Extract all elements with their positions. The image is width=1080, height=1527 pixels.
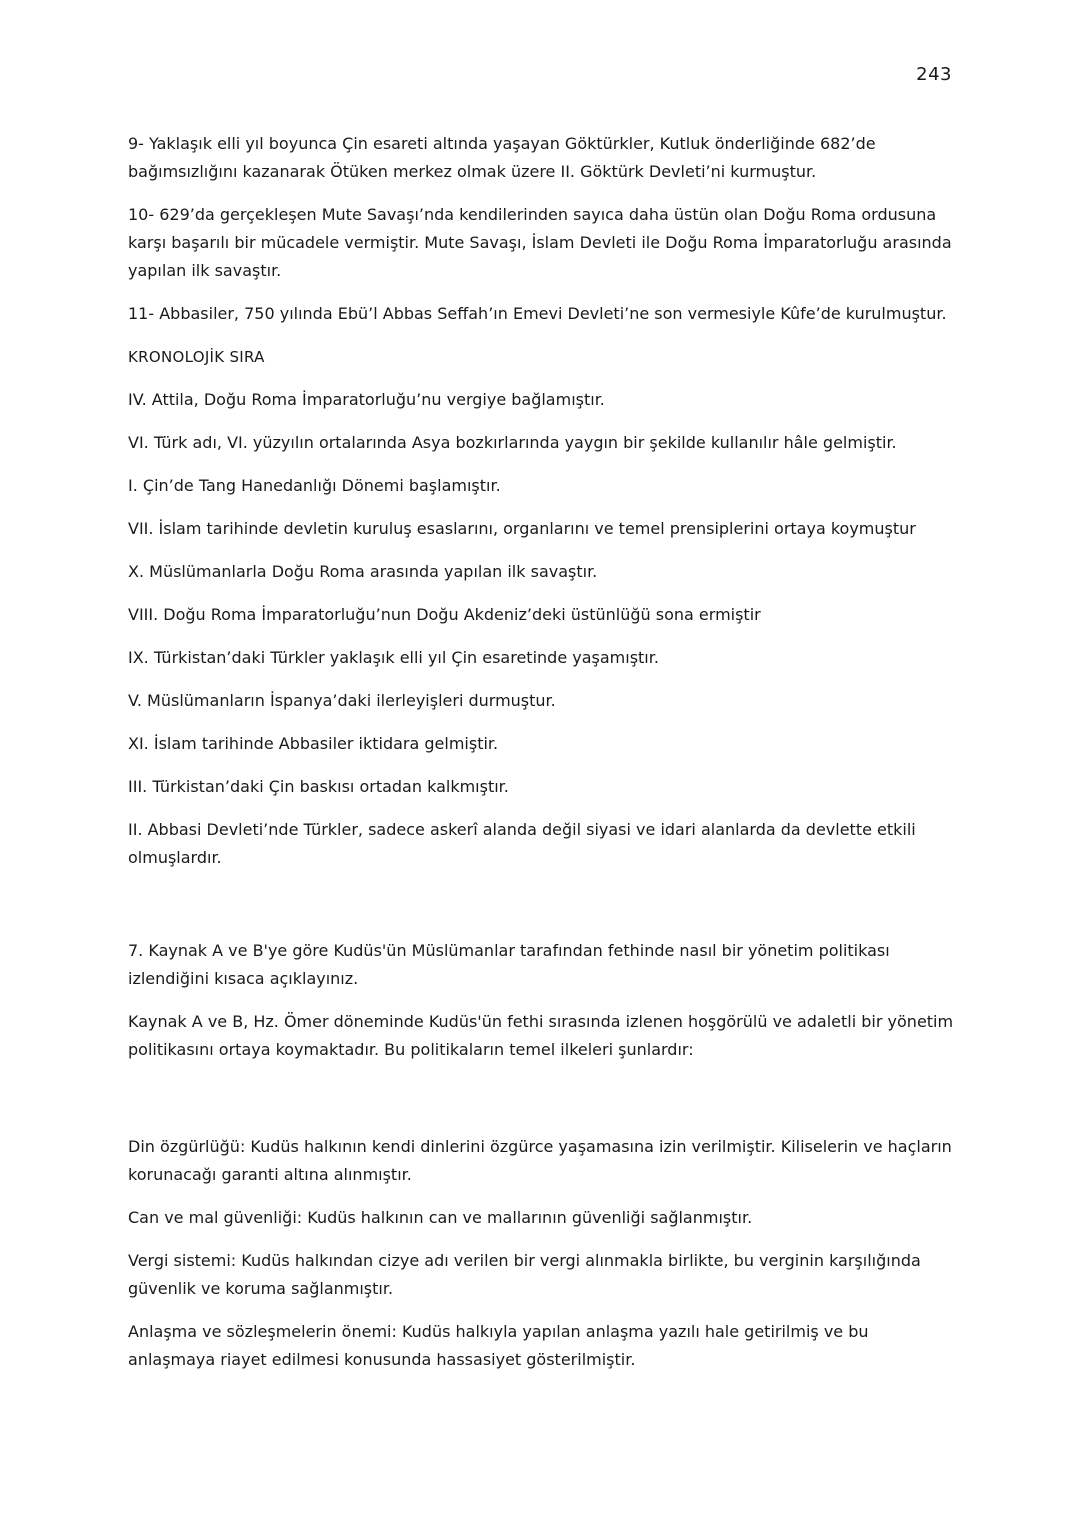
paragraph-item-10: 10- 629’da gerçekleşen Mute Savaşı’nda kendilerinden sayıca daha üstün olan Doğu Roma ordusuna karşı başarılı bir mücadele vermiştir. Mute Savaşı, İslam Devleti ile Doğu Roma İmparatorluğu arasında yapılan ilk savaştır. xyxy=(128,205,952,280)
answer-spacer xyxy=(128,1079,958,1133)
chronology-item: VII. İslam tarihinde devletin kuruluş esaslarını, organlarını ve temel prensiplerini ortaya koymuştur xyxy=(128,519,916,538)
chronology-item: III. Türkistan’daki Çin baskısı ortadan kalkmıştır. xyxy=(128,777,509,796)
page-number: 243 xyxy=(916,64,952,85)
principle-religious-freedom: Din özgürlüğü: Kudüs halkının kendi dinlerini özgürce yaşamasına izin verilmiştir. Kiliselerin ve haçların korunacağı garanti altına alınmıştır. xyxy=(128,1137,952,1184)
answer-intro: Kaynak A ve B, Hz. Ömer döneminde Kudüs'ün fethi sırasında izlenen hoşgörülü ve adaletli bir yönetim politikasını ortaya koymaktadır. Bu politikaların temel ilkeleri şunlardır: xyxy=(128,1012,954,1059)
principle-tax-system: Vergi sistemi: Kudüs halkından cizye adı verilen bir vergi alınmakla birlikte, bu verginin karşılığında güvenlik ve koruma sağlanmıştır. xyxy=(128,1251,921,1298)
chronology-heading: KRONOLOJİK SIRA xyxy=(128,348,265,366)
chronology-item: I. Çin’de Tang Hanedanlığı Dönemi başlamıştır. xyxy=(128,476,501,495)
paragraph-item-9: 9- Yaklaşık elli yıl boyunca Çin esareti altında yaşayan Göktürkler, Kutluk önderliğinde 682’de bağımsızlığını kazanarak Ötüken merkez olmak üzere II. Göktürk Devleti’ni kurmuştur. xyxy=(128,134,876,181)
principle-life-property-security: Can ve mal güvenliği: Kudüs halkının can ve mallarının güvenliği sağlanmıştır. xyxy=(128,1208,753,1227)
chronology-item: XI. İslam tarihinde Abbasiler iktidara gelmiştir. xyxy=(128,734,499,753)
document-body xyxy=(128,130,958,1389)
chronology-item: VIII. Doğu Roma İmparatorluğu’nun Doğu Akdeniz’deki üstünlüğü sona ermiştir xyxy=(128,605,761,624)
chronology-item: IX. Türkistan’daki Türkler yaklaşık elli yıl Çin esaretinde yaşamıştır. xyxy=(128,648,659,667)
chronology-list xyxy=(128,386,958,872)
chronology-item: IV. Attila, Doğu Roma İmparatorluğu’nu vergiye bağlamıştır. xyxy=(128,390,605,409)
section-spacer xyxy=(128,887,958,937)
paragraph-item-11: 11- Abbasiler, 750 yılında Ebü’l Abbas Seffah’ın Emevi Devleti’ne son vermesiyle Kûfe’de kurulmuştur. xyxy=(128,304,947,323)
chronology-item: V. Müslümanların İspanya’daki ilerleyişleri durmuştur. xyxy=(128,691,556,710)
chronology-item: II. Abbasi Devleti’nde Türkler, sadece askerî alanda değil siyasi ve idari alanlarda da devlette etkili olmuşlardır. xyxy=(128,820,916,867)
question-7: 7. Kaynak A ve B'ye göre Kudüs'ün Müslümanlar tarafından fethinde nasıl bir yönetim politikası izlendiğini kısaca açıklayınız. xyxy=(128,941,890,988)
principle-agreements: Anlaşma ve sözleşmelerin önemi: Kudüs halkıyla yapılan anlaşma yazılı hale getirilmiş ve bu anlaşmaya riayet edilmesi konusunda hassasiyet gösterilmiştir. xyxy=(128,1322,869,1369)
chronology-item: VI. Türk adı, VI. yüzyılın ortalarında Asya bozkırlarında yaygın bir şekilde kullanılır hâle gelmiştir. xyxy=(128,433,897,452)
chronology-item: X. Müslümanlarla Doğu Roma arasında yapılan ilk savaştır. xyxy=(128,562,598,581)
